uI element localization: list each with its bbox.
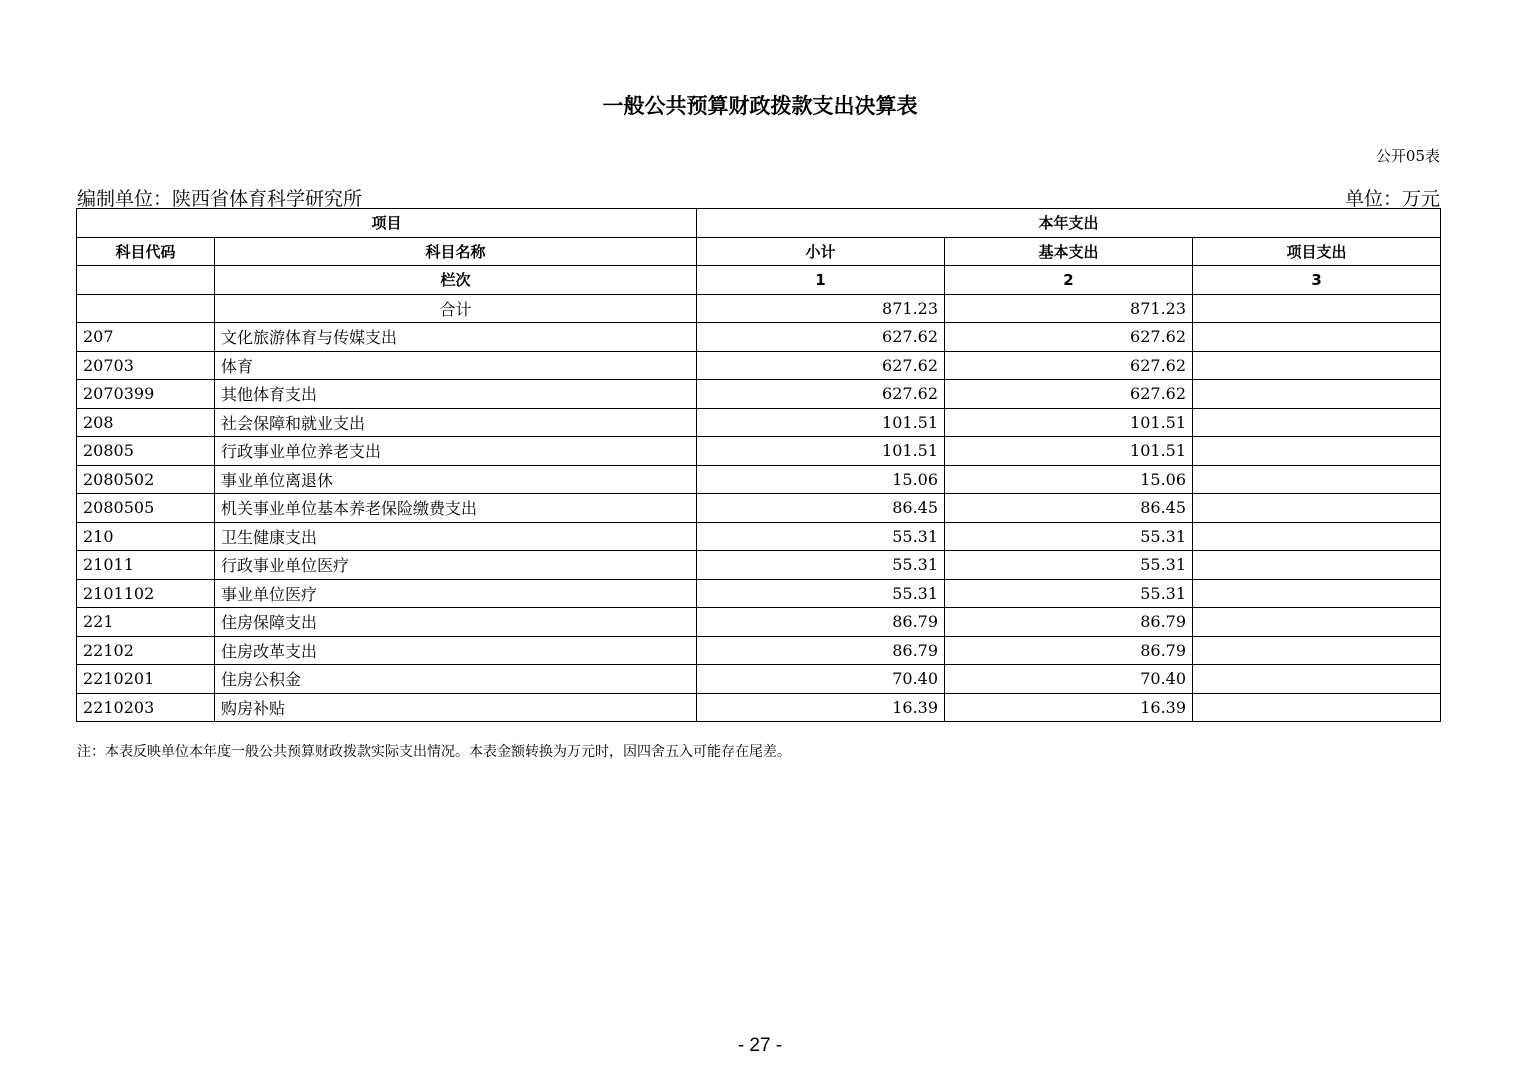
header-item: 项目 [77, 209, 697, 238]
table-row [77, 579, 1441, 608]
header-name: 科目名称 [215, 237, 697, 266]
row-subtotal: 16.39 [697, 693, 945, 722]
header-basic: 基本支出 [945, 237, 1193, 266]
row-name: 卫生健康支出 [215, 522, 697, 551]
row-name: 体育 [215, 351, 697, 380]
row-subtotal: 627.62 [697, 351, 945, 380]
row-basic: 55.31 [945, 551, 1193, 580]
page-number: - 27 - [737, 1035, 783, 1056]
row-name: 机关事业单位基本养老保险缴费支出 [215, 494, 697, 523]
header-col1: 1 [697, 266, 945, 295]
row-project [1193, 665, 1441, 694]
row-project [1193, 465, 1441, 494]
row-code: 2210203 [77, 693, 215, 722]
header-project: 项目支出 [1193, 237, 1441, 266]
table-row [77, 494, 1441, 523]
row-code: 2080505 [77, 494, 215, 523]
row-subtotal: 15.06 [697, 465, 945, 494]
table-row [77, 351, 1441, 380]
row-project [1193, 323, 1441, 352]
row-subtotal: 55.31 [697, 551, 945, 580]
row-name: 社会保障和就业支出 [215, 408, 697, 437]
row-code: 210 [77, 522, 215, 551]
form-number: 公开05表 [1375, 147, 1440, 165]
row-name: 行政事业单位养老支出 [215, 437, 697, 466]
row-basic: 86.79 [945, 636, 1193, 665]
row-project [1193, 380, 1441, 409]
row-project [1193, 522, 1441, 551]
row-code: 207 [77, 323, 215, 352]
row-project [1193, 579, 1441, 608]
row-name: 住房保障支出 [215, 608, 697, 637]
row-subtotal: 627.62 [697, 323, 945, 352]
row-project [1193, 494, 1441, 523]
header-row-2 [77, 237, 1441, 266]
row-project [1193, 437, 1441, 466]
footnote: 注：本表反映单位本年度一般公共预算财政拨款实际支出情况。本表金额转换为万元时，因四舍五入可能存在尾差。 [77, 744, 791, 760]
total-code [77, 294, 215, 323]
row-subtotal: 55.31 [697, 579, 945, 608]
currency-unit: 单位：万元 [1344, 188, 1440, 210]
row-basic: 55.31 [945, 579, 1193, 608]
row-subtotal: 101.51 [697, 437, 945, 466]
total-basic: 871.23 [945, 294, 1193, 323]
header-column-label: 栏次 [215, 266, 697, 295]
row-basic: 86.79 [945, 608, 1193, 637]
row-basic: 70.40 [945, 665, 1193, 694]
row-subtotal: 86.45 [697, 494, 945, 523]
table-row [77, 437, 1441, 466]
total-row [77, 294, 1441, 323]
table-row [77, 465, 1441, 494]
row-name: 事业单位医疗 [215, 579, 697, 608]
row-code: 22102 [77, 636, 215, 665]
row-basic: 101.51 [945, 437, 1193, 466]
row-code: 20703 [77, 351, 215, 380]
header-col2: 2 [945, 266, 1193, 295]
row-project [1193, 636, 1441, 665]
row-code: 221 [77, 608, 215, 637]
row-basic: 627.62 [945, 323, 1193, 352]
row-name: 购房补贴 [215, 693, 697, 722]
row-subtotal: 70.40 [697, 665, 945, 694]
row-subtotal: 55.31 [697, 522, 945, 551]
row-name: 其他体育支出 [215, 380, 697, 409]
row-name: 住房改革支出 [215, 636, 697, 665]
total-project [1193, 294, 1441, 323]
row-code: 21011 [77, 551, 215, 580]
row-subtotal: 86.79 [697, 608, 945, 637]
row-code: 2210201 [77, 665, 215, 694]
table-row [77, 665, 1441, 694]
row-subtotal: 627.62 [697, 380, 945, 409]
row-subtotal: 86.79 [697, 636, 945, 665]
row-basic: 101.51 [945, 408, 1193, 437]
table-row [77, 636, 1441, 665]
row-project [1193, 551, 1441, 580]
row-name: 行政事业单位医疗 [215, 551, 697, 580]
row-code: 2101102 [77, 579, 215, 608]
row-basic: 55.31 [945, 522, 1193, 551]
table-row [77, 608, 1441, 637]
row-project [1193, 408, 1441, 437]
row-project [1193, 351, 1441, 380]
header-row-3 [77, 266, 1441, 295]
row-name: 事业单位离退休 [215, 465, 697, 494]
row-basic: 627.62 [945, 351, 1193, 380]
row-code: 2070399 [77, 380, 215, 409]
total-label: 合计 [215, 294, 697, 323]
compiling-unit: 编制单位：陕西省体育科学研究所 [77, 188, 363, 210]
row-project [1193, 693, 1441, 722]
header-col3: 3 [1193, 266, 1441, 295]
row-project [1193, 608, 1441, 637]
row-code: 2080502 [77, 465, 215, 494]
table-row [77, 408, 1441, 437]
header-empty [77, 266, 215, 295]
row-code: 20805 [77, 437, 215, 466]
row-basic: 86.45 [945, 494, 1193, 523]
total-subtotal: 871.23 [697, 294, 945, 323]
table-row [77, 323, 1441, 352]
expenditure-table [76, 208, 1441, 722]
table-row [77, 522, 1441, 551]
row-basic: 15.06 [945, 465, 1193, 494]
header-code: 科目代码 [77, 237, 215, 266]
table-row [77, 551, 1441, 580]
row-basic: 627.62 [945, 380, 1193, 409]
table-row [77, 380, 1441, 409]
row-basic: 16.39 [945, 693, 1193, 722]
table-row [77, 693, 1441, 722]
row-name: 文化旅游体育与传媒支出 [215, 323, 697, 352]
header-subtotal: 小计 [697, 237, 945, 266]
table-body [77, 294, 1441, 722]
row-name: 住房公积金 [215, 665, 697, 694]
header-row-1 [77, 209, 1441, 238]
header-current-year: 本年支出 [697, 209, 1441, 238]
row-code: 208 [77, 408, 215, 437]
page-title: 一般公共预算财政拨款支出决算表 [602, 94, 918, 118]
row-subtotal: 101.51 [697, 408, 945, 437]
